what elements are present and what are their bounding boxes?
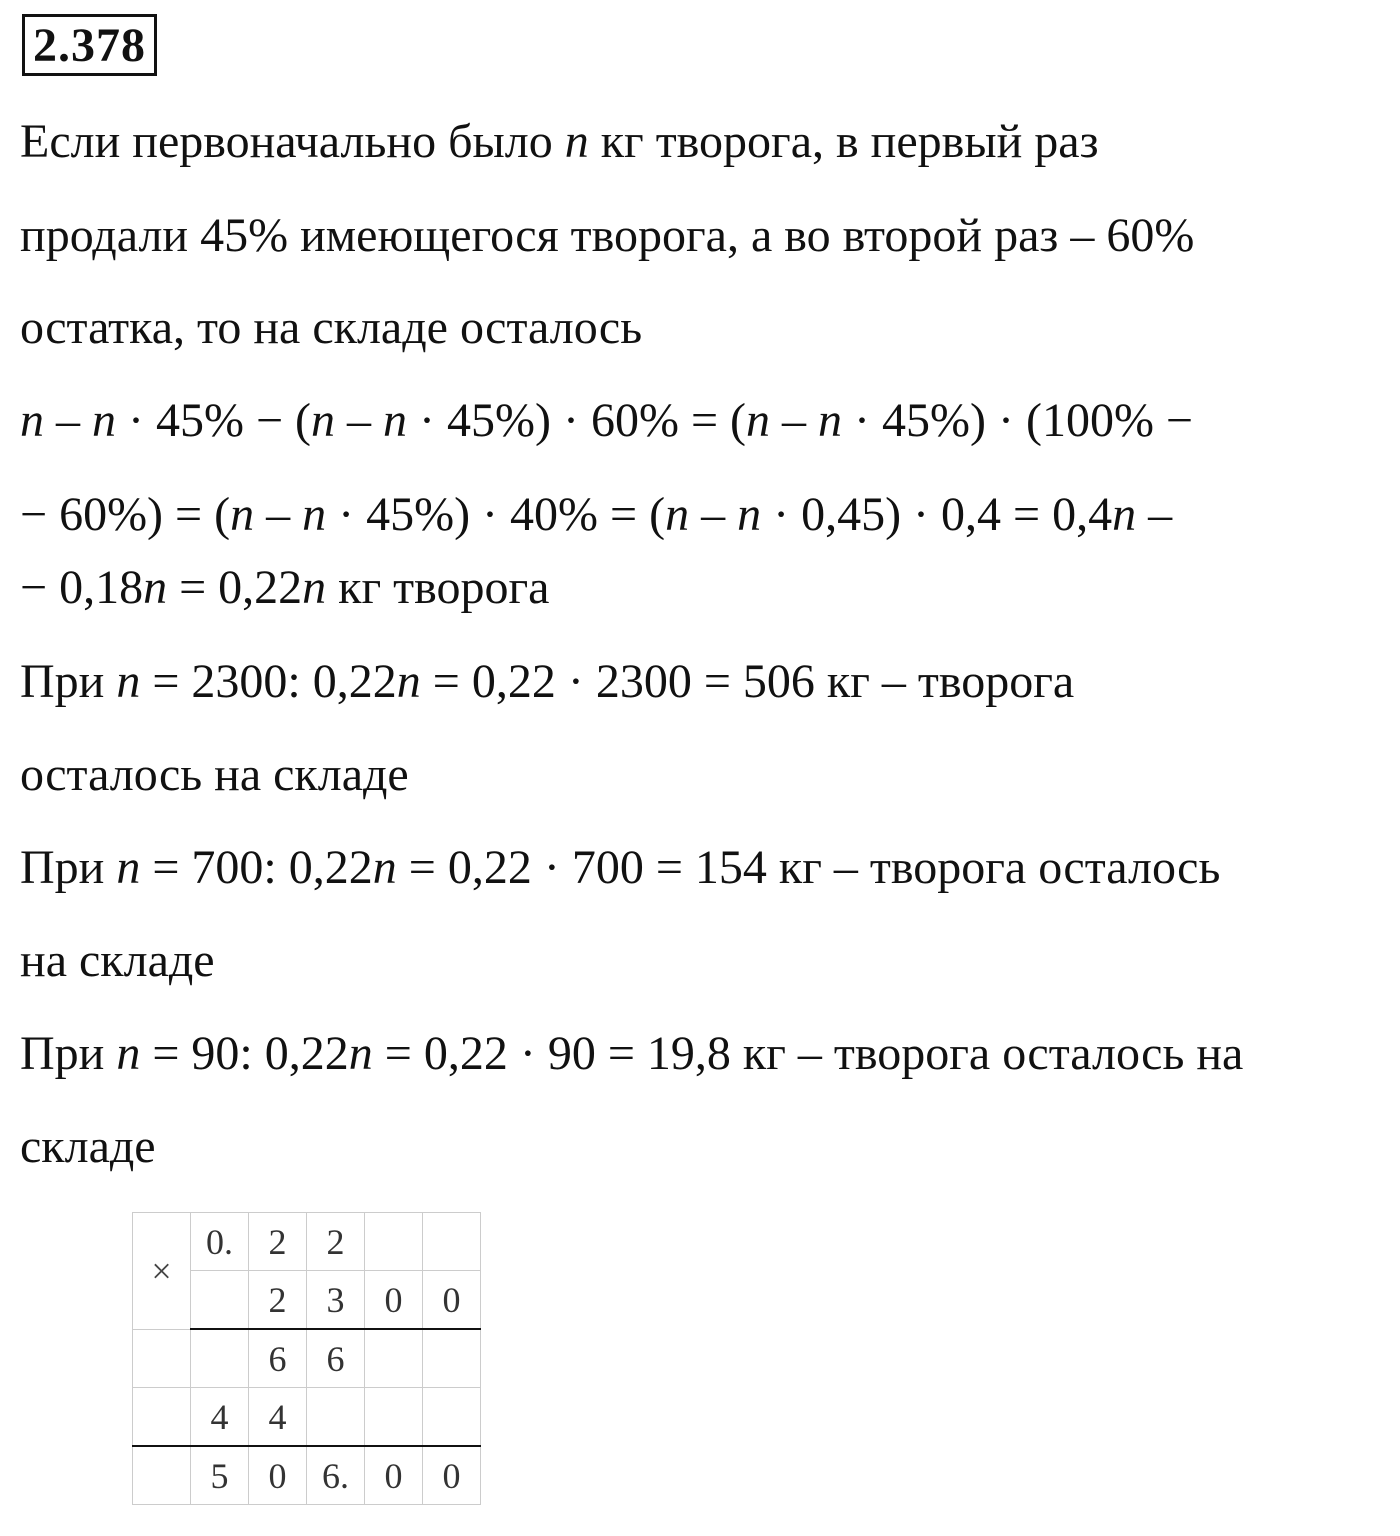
grid-row [133, 1329, 481, 1388]
grid-cell: 0 [423, 1271, 481, 1330]
grid-cell: 4 [191, 1388, 249, 1447]
variable-n: n [737, 488, 762, 541]
text-fragment: При [20, 1027, 117, 1080]
grid-cell [191, 1329, 249, 1388]
text-fragment: кг творога [326, 561, 550, 614]
text-fragment: Если первоначально было [20, 115, 565, 168]
variable-n: n [348, 1027, 373, 1080]
text-line [20, 1026, 1243, 1082]
text-line [20, 654, 1074, 710]
grid-row [133, 1213, 481, 1271]
text-line [20, 114, 1099, 170]
text-fragment: · 45%) · 60% = ( [407, 394, 747, 447]
text-fragment: · 45%) · (100% − [842, 394, 1193, 447]
text-fragment: складе [20, 1120, 156, 1173]
multiplication-grid [132, 1212, 481, 1505]
variable-n: n [116, 1027, 141, 1080]
text-fragment: продали 45% имеющегося творога, а во второй раз – 60% [20, 209, 1195, 262]
text-fragment: = 0,22 · 2300 = 506 кг – творога [420, 655, 1075, 708]
text-fragment: = 0,22 · 700 = 154 кг – творога осталось [396, 841, 1221, 894]
grid-cell: 0 [423, 1446, 481, 1505]
multiply-sign: × [133, 1213, 191, 1330]
text-fragment: − 60%) = ( [20, 488, 231, 541]
grid-cell [133, 1446, 191, 1505]
text-fragment: − 0,18 [20, 561, 144, 614]
text-fragment: – [335, 394, 384, 447]
variable-n: n [143, 561, 168, 614]
grid-cell: 0 [365, 1446, 423, 1505]
variable-n: n [92, 394, 116, 447]
text-line [20, 933, 215, 989]
variable-n: n [1112, 488, 1137, 541]
variable-n: n [564, 115, 589, 168]
grid-cell: 6 [249, 1329, 307, 1388]
text-fragment: · 0,45) · 0,4 = 0,4 [761, 488, 1113, 541]
text-line [20, 840, 1220, 896]
variable-n: n [818, 394, 843, 447]
variable-n: n [383, 394, 408, 447]
grid-row [133, 1388, 481, 1447]
text-fragment: = 700: 0,22 [140, 841, 373, 894]
grid-cell [133, 1388, 191, 1447]
variable-n: n [302, 561, 327, 614]
text-fragment: = 90: 0,22 [140, 1027, 349, 1080]
grid-cell [423, 1388, 481, 1447]
grid-cell: 0 [365, 1271, 423, 1330]
grid-cell [191, 1271, 249, 1330]
text-fragment: на складе [20, 934, 215, 987]
grid-cell: 3 [307, 1271, 365, 1330]
grid-cell: 4 [249, 1388, 307, 1447]
grid-cell: 0 [249, 1446, 307, 1505]
text-fragment: = 2300: 0,22 [140, 655, 397, 708]
text-fragment: – [254, 488, 303, 541]
text-line [20, 208, 1194, 264]
variable-n: n [230, 488, 255, 541]
variable-n: n [20, 394, 44, 447]
variable-n: n [665, 488, 690, 541]
variable-n: n [116, 841, 141, 894]
text-fragment: кг творога, в первый раз [588, 115, 1099, 168]
grid-cell: 6. [307, 1446, 365, 1505]
variable-n: n [372, 841, 397, 894]
variable-n: n [396, 655, 421, 708]
text-fragment: При [20, 841, 117, 894]
grid-cell: 0. [191, 1213, 249, 1271]
grid-cell: 2 [249, 1213, 307, 1271]
formula-line [20, 560, 549, 616]
task-number: 2.378 [22, 14, 157, 76]
variable-n: n [116, 655, 141, 708]
text-fragment: – [1136, 488, 1173, 541]
variable-n: n [302, 488, 327, 541]
text-fragment: = 0,22 [167, 561, 303, 614]
text-line [20, 300, 642, 356]
text-line [20, 747, 409, 803]
grid-cell: 5 [191, 1446, 249, 1505]
text-fragment: · 45%) · 40% = ( [326, 488, 666, 541]
grid-cell [365, 1213, 423, 1271]
variable-n: n [746, 394, 771, 447]
formula-line [20, 487, 1172, 543]
text-fragment: – [770, 394, 819, 447]
formula-line [20, 393, 1193, 449]
text-fragment: остатка, то на складе осталось [20, 301, 643, 354]
grid-row [133, 1446, 481, 1505]
grid-cell [133, 1329, 191, 1388]
text-fragment: осталось на складе [20, 748, 409, 801]
variable-n: n [311, 394, 336, 447]
grid-cell [423, 1329, 481, 1388]
grid-cell: 2 [307, 1213, 365, 1271]
text-fragment: – [689, 488, 738, 541]
grid-cell: 6 [307, 1329, 365, 1388]
text-fragment: – [44, 394, 92, 447]
text-fragment: · 45% − ( [116, 394, 312, 447]
grid-cell: 2 [249, 1271, 307, 1330]
text-line [20, 1119, 156, 1175]
text-fragment: При [20, 655, 117, 708]
grid-cell [365, 1329, 423, 1388]
text-fragment: = 0,22 · 90 = 19,8 кг – творога осталось на [372, 1027, 1244, 1080]
grid-cell [307, 1388, 365, 1447]
grid-cell [423, 1213, 481, 1271]
grid-cell [365, 1388, 423, 1447]
